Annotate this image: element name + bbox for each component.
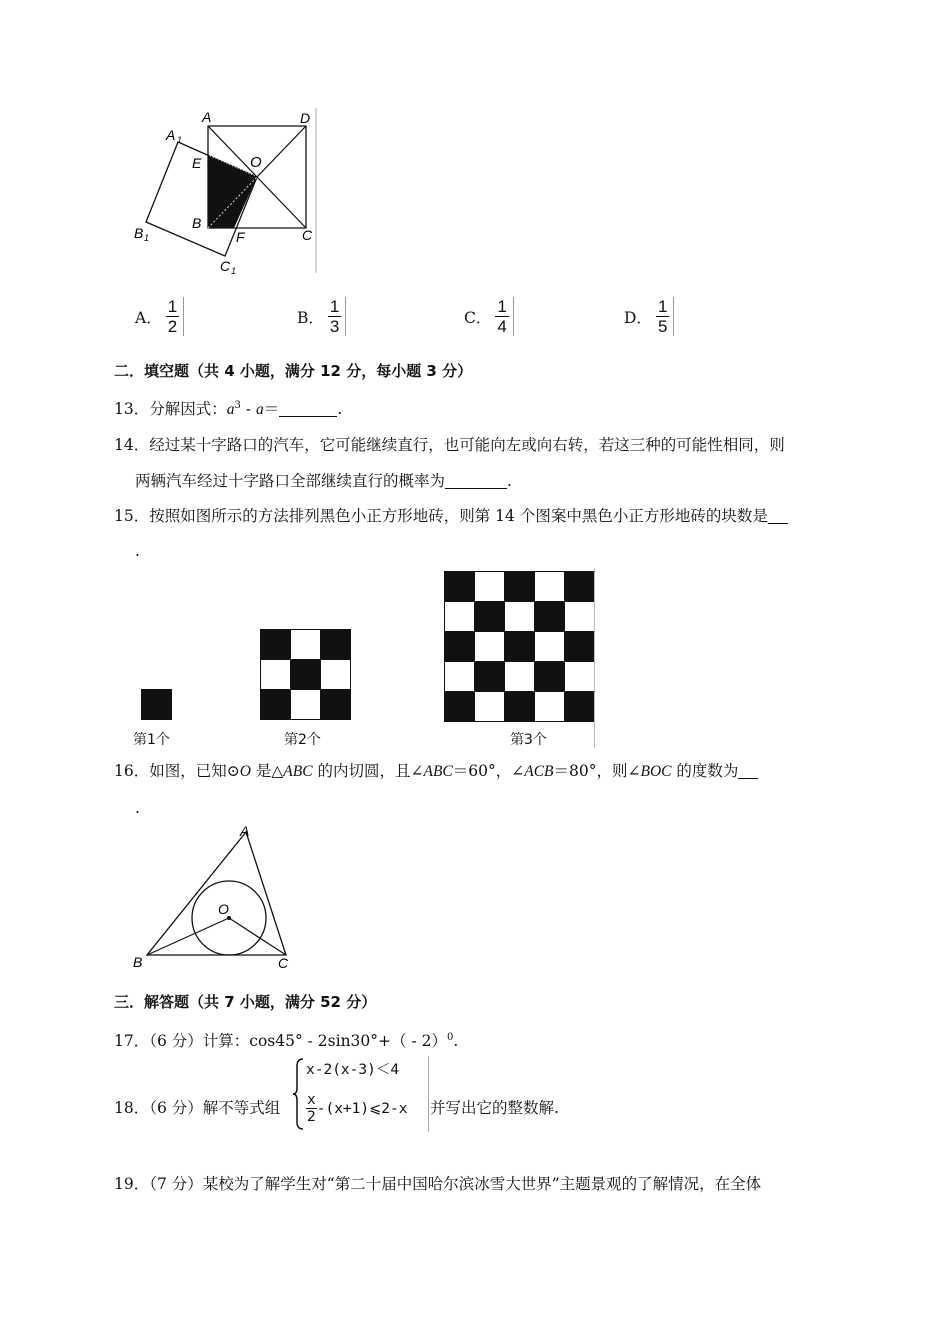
option-d[interactable]: D． $\frac{1}{5}$ <box>624 297 674 336</box>
black-tile <box>565 632 595 662</box>
question-19: 19．（7 分）某校为了解学生对“第二十届中国哈尔滨冰雪大世界”主题景观的了解情况，在全体 <box>114 1175 762 1193</box>
black-tile <box>475 662 505 692</box>
tile-figure-1 <box>141 689 173 721</box>
white-tile <box>505 602 535 632</box>
black-tile <box>535 662 565 692</box>
section-3-title: 三．解答题（共 7 小题，满分 52 分） <box>114 993 377 1011</box>
black-tile <box>445 632 475 662</box>
white-tile <box>475 632 505 662</box>
black-tile <box>565 572 595 602</box>
fraction: $\frac{1}{5}$ <box>656 297 674 336</box>
label-f: F <box>236 229 245 245</box>
svg-text:1: 1 <box>177 135 183 145</box>
label-e: E <box>192 155 202 171</box>
fraction: $\frac{1}{4}$ <box>495 297 513 336</box>
tile-figure-3 <box>444 571 596 723</box>
answer-blank[interactable] <box>768 507 788 524</box>
fraction: $\frac{1}{2}$ <box>166 297 184 336</box>
question-13: 13．分解因式：$a^3 - a=$ . <box>114 400 343 419</box>
black-tile <box>445 692 475 722</box>
option-a[interactable]: A． $\frac{1}{2}$ <box>135 297 184 336</box>
label-d: D <box>300 110 311 126</box>
white-tile <box>291 630 321 660</box>
tile-figures <box>128 568 598 750</box>
square-rotation-figure <box>128 108 328 278</box>
question-16: 16．如图，已知⊙O 是△ABC 的内切圆，且∠ABC＝60°，∠ACB＝80°，则∠BOC 的度数为 <box>114 760 758 783</box>
label-o: O <box>250 154 262 171</box>
white-tile <box>535 692 565 722</box>
black-tile <box>535 602 565 632</box>
label-b: B <box>133 954 143 970</box>
white-tile <box>475 572 505 602</box>
segment-bo <box>147 918 229 955</box>
caption-2: 第2个 <box>284 732 321 748</box>
label-c: C <box>278 955 289 971</box>
tile-figure-2 <box>260 629 352 721</box>
svg-text:1: 1 <box>144 233 150 243</box>
black-tile <box>321 630 351 660</box>
question-15: 15．按照如图所示的方法排列黑色小正方形地砖，则第 14 个图案中黑色小正方形地砖的块数是 <box>114 505 788 527</box>
white-tile <box>565 662 595 692</box>
white-tile <box>565 602 595 632</box>
white-tile <box>505 662 535 692</box>
caption-3: 第3个 <box>510 732 547 748</box>
white-tile <box>261 660 291 690</box>
black-tile <box>261 630 291 660</box>
white-tile <box>445 662 475 692</box>
caption-1: 第1个 <box>133 732 170 748</box>
white-tile <box>321 660 351 690</box>
white-tile <box>445 602 475 632</box>
segment-co <box>229 918 286 955</box>
option-b[interactable]: B． $\frac{1}{3}$ <box>297 297 346 336</box>
black-tile <box>291 660 321 690</box>
left-brace-icon <box>292 1058 304 1130</box>
question-18: 18．（6 分）解不等式组 <box>114 1099 281 1117</box>
white-tile <box>475 692 505 722</box>
label-b: B <box>192 215 202 231</box>
fraction: $\frac{1}{3}$ <box>328 297 346 336</box>
inequality-1: x-2(x-3)＜4 <box>306 1062 400 1078</box>
label-c: C <box>302 227 313 243</box>
black-tile <box>261 690 291 720</box>
answer-blank[interactable] <box>445 472 507 489</box>
incircle-triangle-figure <box>128 822 298 972</box>
white-tile <box>535 572 565 602</box>
answer-blank[interactable] <box>279 400 337 417</box>
black-tile <box>505 572 535 602</box>
white-tile <box>535 632 565 662</box>
black-tile <box>475 602 505 632</box>
inequality-system <box>292 1056 429 1132</box>
question-14: 14．经过某十字路口的汽车，它可能继续直行，也可能向左或向右转，若这三种的可能性相同，则 <box>114 436 785 454</box>
black-tile <box>565 692 595 722</box>
black-tile <box>505 632 535 662</box>
answer-blank[interactable] <box>738 762 758 779</box>
section-2-title: 二．填空题（共 4 小题，满分 12 分，每小题 3 分） <box>114 362 473 380</box>
black-tile <box>321 690 351 720</box>
label-o: O <box>218 901 229 917</box>
svg-text:1: 1 <box>231 266 237 276</box>
question-14-line2: 两辆汽车经过十字路口全部继续直行的概率为 . <box>135 472 512 490</box>
question-17: 17．（6 分）计算：cos45° - 2sin30°+（ - 2）$^0$. <box>114 1032 459 1051</box>
triangle-abc <box>147 832 286 955</box>
label-a: A <box>240 823 250 839</box>
inequality-2: x 2 -(x+1)⩽2-x <box>307 1092 408 1125</box>
black-tile <box>505 692 535 722</box>
option-c[interactable]: C． $\frac{1}{4}$ <box>464 297 514 336</box>
white-tile <box>291 690 321 720</box>
label-a: A <box>202 109 212 125</box>
label-c1: C <box>220 258 231 274</box>
question-18-tail: 并写出它的整数解. <box>430 1099 559 1117</box>
label-a1: A <box>166 127 176 143</box>
label-b1: B <box>134 225 144 241</box>
black-tile <box>445 572 475 602</box>
